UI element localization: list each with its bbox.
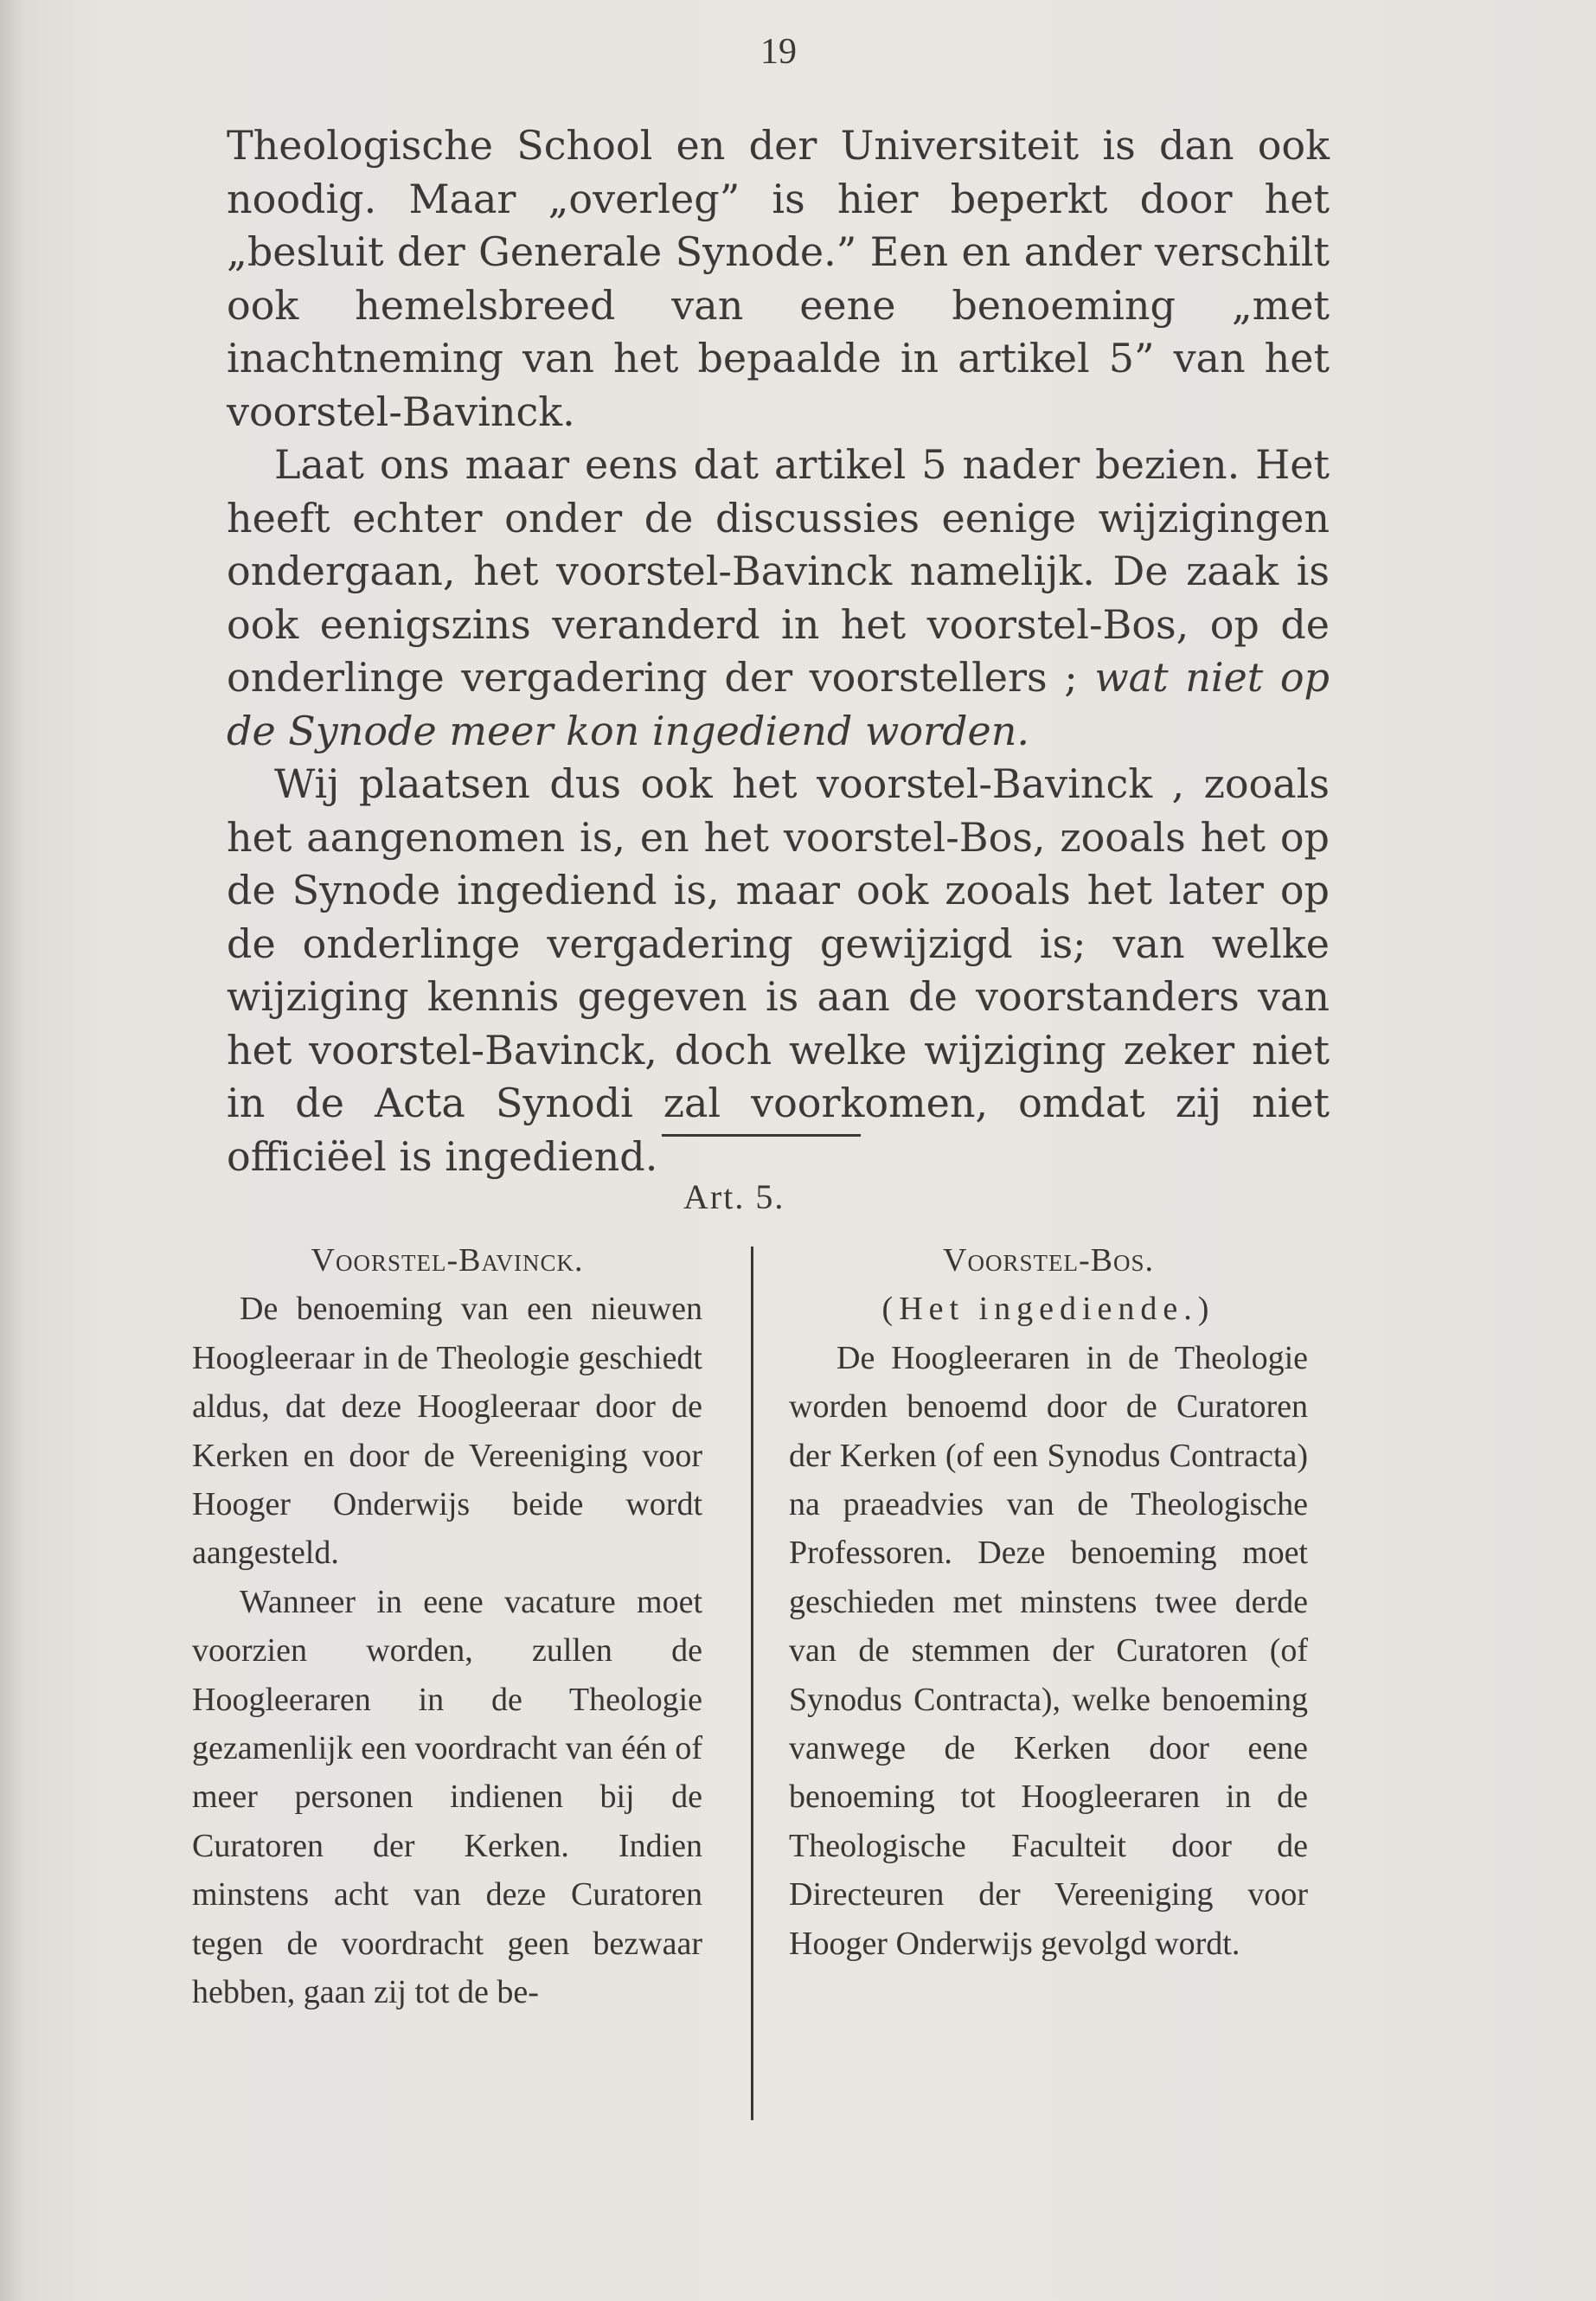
paragraph-2-text: Laat ons maar eens dat artikel 5 nader bezien. Het heeft echter onder de discussies eenige wijzigingen ondergaan, het voorstel-Bavinck namelijk. De zaak is ook eenigszins veranderd in het voorstel-Bos, op de onderlinge vergadering der voorstellers ;	[227, 441, 1330, 701]
main-text	[227, 119, 1330, 1183]
page-number: 19	[760, 32, 797, 72]
paragraph-2-italic: wat niet op de Synode meer kon ingediend worden.	[227, 654, 1330, 754]
article-heading: Art. 5.	[683, 1177, 785, 1216]
section-divider	[662, 1134, 861, 1137]
right-column-title: Voorstel-Bos.	[943, 1242, 1154, 1279]
paragraph-3: Wij plaatsen dus ook het voorstel-Bavinck , zooals het aangenomen is, en het voorstel-Bos, zooals het op de Synode ingediend is, maar ook zooals het later op de onderlinge vergadering gewijzigd is; van welke wijziging kennis gegeven is aan de voorstanders van het voorstel-Bavinck, doch welke wijziging zeker niet in de Acta Synodi zal voorkomen, omdat zij niet officiëel is ingediend.	[227, 760, 1330, 1180]
left-column-title: Voorstel-Bavinck.	[311, 1242, 584, 1279]
left-column-paragraph-2: Wanneer in eene vacature moet voorzien worden, zullen de Hoogleeraren in de Theologie gezamenlijk een voordracht van één of meer personen indienen bij de Curatoren der Kerken. Indien minstens acht van deze Curatoren tegen de voordracht geen bezwaar hebben, gaan zij tot de be-	[192, 1583, 702, 2011]
right-column-paragraph-1: De Hoogleeraren in de Theologie worden benoemd door de Curatoren der Kerken (of een Synodus Contracta) na praeadvies van de Theologische Professoren. Deze benoeming moet geschieden met minstens twee derde van de stemmen der Curatoren (of Synodus Contracta), welke benoeming vanwege de Kerken door eene benoeming tot Hoogleeraren in de Theologische Faculteit door de Directeuren der Vereeniging voor Hooger Onderwijs gevolgd wordt.	[789, 1339, 1308, 1962]
column-divider	[751, 1247, 753, 2120]
paragraph-1: Theologische School en der Universiteit is dan ook noodig. Maar „overleg” is hier beperkt door het „besluit der Generale Synode.” Een en ander verschilt ook hemelsbreed van eene benoeming „met inachtneming van het bepaalde in artikel 5” van het voorstel-Bavinck.	[227, 122, 1330, 435]
paragraph-2	[227, 439, 1330, 758]
left-column	[192, 1236, 702, 2017]
left-column-paragraph-1: De benoeming van een nieuwen Hoogleeraar in de Theologie geschiedt aldus, dat deze Hoogleeraar door de Kerken en door de Vereeniging voor Hooger Onderwijs beide wordt aangesteld.	[192, 1291, 702, 1572]
right-column	[789, 1236, 1308, 1968]
right-column-subtitle: (Het ingediende.)	[881, 1291, 1215, 1328]
